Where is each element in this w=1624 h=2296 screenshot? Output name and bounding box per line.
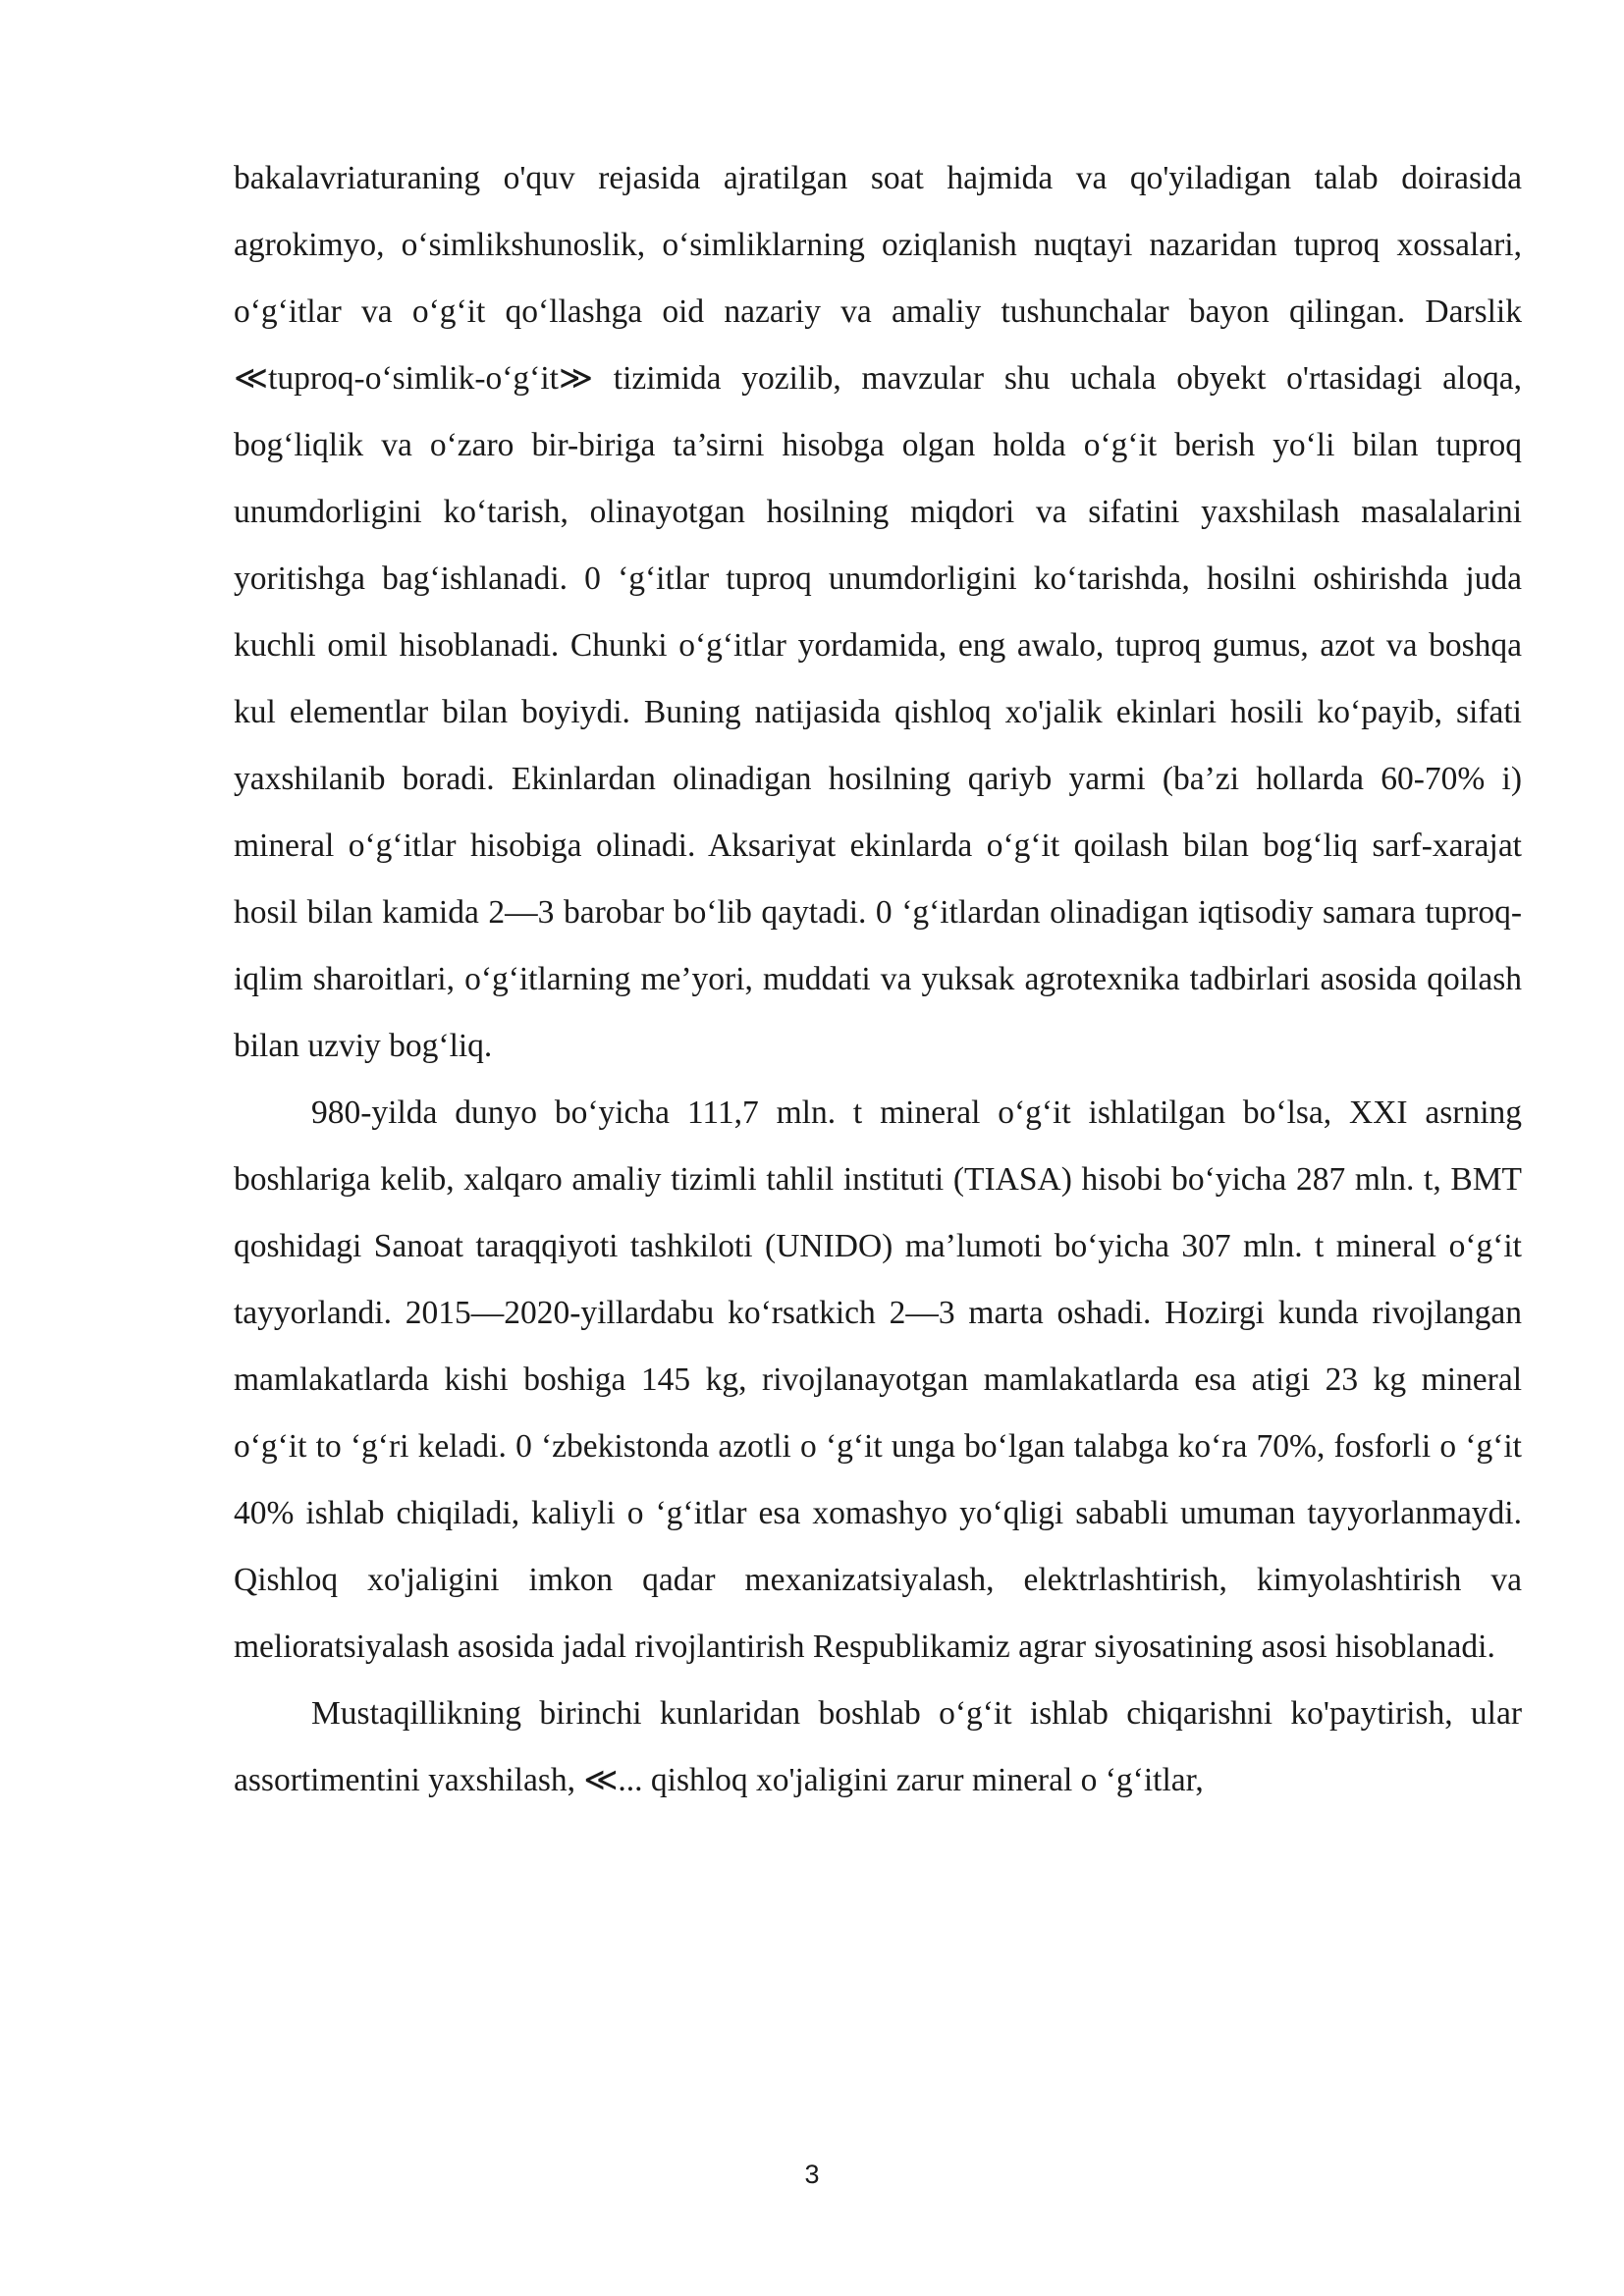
page-number: 3: [804, 2160, 820, 2189]
document-body: [234, 145, 1522, 1814]
paragraph-3: Mustaqillikning birinchi kunlaridan boshlab o‘g‘it ishlab chiqarishni ko'paytirish, ular assortimentini yaxshilash, ≪... qishloq xo'jaligini zarur mineral o ‘g‘itlar,: [234, 1695, 1522, 1798]
paragraph-2: 980-yilda dunyo bo‘yicha 111,7 mln. t mineral o‘g‘it ishlatilgan bo‘lsa, XXI asrning boshlariga kelib, xalqaro amaliy tizimli tahlil instituti (TIASA) hisobi bo‘yicha 287 mln. t, BMT qoshidagi Sanoat taraqqiyoti tashkiloti (UNIDO) ma’lumoti bo‘yicha 307 mln. t mineral o‘g‘it tayyorlandi. 2015—2020-yillardabu ko‘rsatkich 2—3 marta oshadi. Hozirgi kunda rivojlangan mamlakatlarda kishi boshiga 145 kg, rivojlanayotgan mamlakatlarda esa atigi 23 kg mineral o‘g‘it to ‘g‘ri keladi. 0 ‘zbekistonda azotli o ‘g‘it unga bo‘lgan talabga ko‘ra 70%, fosforli o ‘g‘it 40% ishlab chiqiladi, kaliyli o ‘g‘itlar esa xomashyo yo‘qligi sababli umuman tayyorlanmaydi. Qishloq xo'jaligini imkon qadar mexanizatsiyalash, elektrlashtirish, kimyolashtirish va melioratsiyalash asosida jadal rivojlantirish Respublikamiz agrar siyosatining asosi hisoblanadi.: [234, 1095, 1522, 1665]
paragraph-1: bakalavriaturaning o'quv rejasida ajratilgan soat hajmida va qo'yiladigan talab doirasida agrokimyo, o‘simlikshunoslik, o‘simliklarning oziqlanish nuqtayi nazaridan tuproq xossalari, o‘g‘itlar va o‘g‘it qo‘llashga oid nazariy va amaliy tushunchalar bayon qilingan. Darslik ≪tuproq-o‘simlik-o‘g‘it≫ tizimida yozilib, mavzular shu uchala obyekt o'rtasidagi aloqa, bog‘liqlik va o‘zaro bir-biriga ta’sirni hisobga olgan holda o‘g‘it berish yo‘li bilan tuproq unumdorligini ko‘tarish, olinayotgan hosilning miqdori va sifatini yaxshilash masalalarini yoritishga bag‘ishlanadi. 0 ‘g‘itlar tuproq unumdorligini ko‘tarishda, hosilni oshirishda juda kuchli omil hisoblanadi. Chunki o‘g‘itlar yordamida, eng awalo, tuproq gumus, azot va boshqa kul elementlar bilan boyiydi. Buning natijasida qishloq xo'jalik ekinlari hosili ko‘payib, sifati yaxshilanib boradi. Ekinlardan olinadigan hosilning qariyb yarmi (ba’zi hollarda 60-70% i) mineral o‘g‘itlar hisobiga olinadi. Aksariyat ekinlarda o‘g‘it qoilash bilan bog‘liq sarf-xarajat hosil bilan kamida 2—3 barobar bo‘lib qaytadi. 0 ‘g‘itlardan olinadigan iqtisodiy samara tuproq-iqlim sharoitlari, o‘g‘itlarning me’yori, muddati va yuksak agrotexnika tadbirlari asosida qoilash bilan uzviy bog‘liq.: [234, 160, 1522, 1064]
